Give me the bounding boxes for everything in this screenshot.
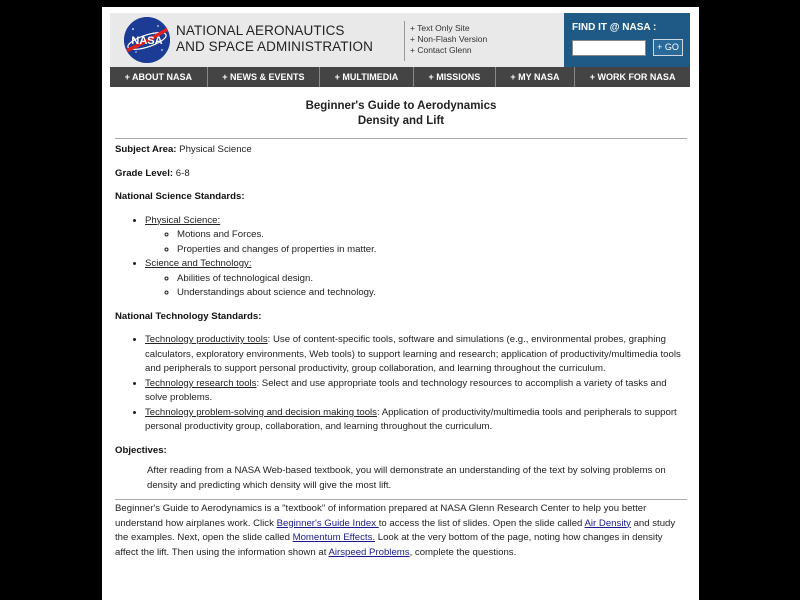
air-density-link[interactable]: Air Density xyxy=(584,517,631,529)
list-item xyxy=(145,377,687,406)
physical-science-link[interactable]: Physical Science: xyxy=(145,214,221,226)
page-title-block xyxy=(115,99,687,129)
find-it-panel xyxy=(564,13,690,67)
go-button[interactable]: + GO xyxy=(653,39,683,56)
intro-text-5: , complete the questions. xyxy=(409,546,517,558)
physical-science-sublist xyxy=(145,228,687,257)
agency-line-1: NATIONAL AERONAUTICS xyxy=(176,23,345,38)
lesson-content xyxy=(115,99,687,569)
title-divider xyxy=(115,138,687,139)
objectives-divider xyxy=(115,499,687,500)
airspeed-problems-link[interactable]: Airspeed Problems xyxy=(328,546,410,558)
page-title: Beginner's Guide to Aerodynamics xyxy=(305,100,497,112)
list-item: ◦ Properties and changes of properties in matter. xyxy=(177,243,687,258)
subject-area-value: Physical Science xyxy=(179,144,252,155)
logo-text: NASA xyxy=(131,35,163,47)
nav-missions[interactable]: + MISSIONS xyxy=(414,67,496,87)
nav-multimedia[interactable]: + MULTIMEDIA xyxy=(320,67,414,87)
list-item xyxy=(145,214,687,258)
intro-text-3: and study the examples. Next, open the slide called xyxy=(115,517,676,543)
list-item xyxy=(145,406,687,435)
main-nav xyxy=(110,67,690,87)
list-item: ◦ Abilities of technological design. xyxy=(177,272,687,287)
grade-level-value: 6-8 xyxy=(175,167,190,179)
momentum-effects-link[interactable]: Momentum Effects. xyxy=(292,532,376,543)
subject-area-label: Subject Area: xyxy=(115,144,177,155)
text-only-site-link[interactable]: + Text Only Site xyxy=(410,23,470,33)
technology-standards-heading xyxy=(115,310,687,325)
agency-line-2: AND SPACE ADMINISTRATION xyxy=(176,39,373,54)
intro-text-4: Look at the very bottom of the page, noting how changes in density affect the lift. Then using the information shown at xyxy=(115,532,663,558)
nav-work-for-nasa[interactable]: + WORK FOR NASA xyxy=(589,72,676,82)
technology-problem-solving-text: : Application of productivity/multimedia tools and peripherals to support personal productivity group, collaboration, and learning throughout the curriculum. xyxy=(145,406,677,432)
objectives-heading xyxy=(115,444,687,459)
non-flash-version-link[interactable]: + Non-Flash Version xyxy=(410,34,488,44)
nav-about-nasa[interactable]: + ABOUT NASA xyxy=(110,67,208,87)
utility-links xyxy=(410,23,487,56)
technology-productivity-tools-link[interactable]: Technology productivity tools xyxy=(145,334,268,345)
technology-productivity-tools-text: : Use of content-specific tools, software and simulations (e.g., environmental probes, graphing calculators, exploratory environments, Web tools) to support learning and research; application of productivity/multimedia tools and peripherals to support personal productivity, group collaboration, and learning throughout the curriculum. xyxy=(145,334,681,374)
science-standards-list xyxy=(115,214,687,301)
grade-level xyxy=(115,167,687,182)
site-header xyxy=(110,13,690,67)
page xyxy=(102,7,699,600)
science-standards-heading xyxy=(115,190,687,205)
science-standards-heading-text: National Science Standards: xyxy=(115,191,245,202)
find-it-label: FIND IT @ NASA : xyxy=(572,22,657,33)
technology-standards-heading-text: National Technology Standards: xyxy=(115,310,262,322)
nasa-logo[interactable] xyxy=(124,17,170,63)
agency-name[interactable] xyxy=(176,23,373,55)
technology-standards-list xyxy=(115,333,687,435)
intro-text-2: to access the list of slides. Open the slide called xyxy=(378,517,585,529)
list-item xyxy=(145,257,687,301)
list-item: ◦ Understandings about science and technology. xyxy=(177,286,687,301)
subject-area xyxy=(115,143,687,158)
objectives-heading-text: Objectives: xyxy=(115,444,167,456)
list-item xyxy=(145,333,687,377)
technology-research-tools-text: : Select and use appropriate tools and technology resources to accomplish a variety of tasks and solve problems. xyxy=(145,377,667,403)
nav-news-events[interactable]: + NEWS & EVENTS xyxy=(208,67,320,87)
science-technology-sublist xyxy=(145,272,687,301)
technology-research-tools-link[interactable]: Technology research tools xyxy=(145,377,257,389)
nav-my-nasa[interactable]: + MY NASA xyxy=(496,67,575,87)
technology-problem-solving-link[interactable]: Technology problem-solving and decision making tools xyxy=(145,406,377,418)
intro-paragraph xyxy=(115,502,687,560)
list-item: ◦ Motions and Forces. xyxy=(177,228,687,243)
beginners-guide-index-link[interactable]: Beginner's Guide Index xyxy=(276,517,379,529)
intro-text-1: Beginner's Guide to Aerodynamics is a "textbook" of information prepared at NASA Glenn Research Center to help you better understand how airplanes work. Click xyxy=(115,503,647,529)
science-and-technology-link[interactable]: Science and Technology: xyxy=(145,258,252,269)
page-subtitle: Density and Lift xyxy=(357,115,445,127)
grade-level-label: Grade Level: xyxy=(115,167,174,179)
search-input[interactable] xyxy=(572,40,646,56)
contact-glenn-link[interactable]: + Contact Glenn xyxy=(410,45,472,55)
objectives-text: After reading from a NASA Web-based textbook, you will demonstrate an understanding of the text by solving problems on density and predicting which density will give the most lift. xyxy=(147,465,666,491)
nasa-meatball-icon xyxy=(124,17,170,63)
header-divider xyxy=(404,21,405,61)
